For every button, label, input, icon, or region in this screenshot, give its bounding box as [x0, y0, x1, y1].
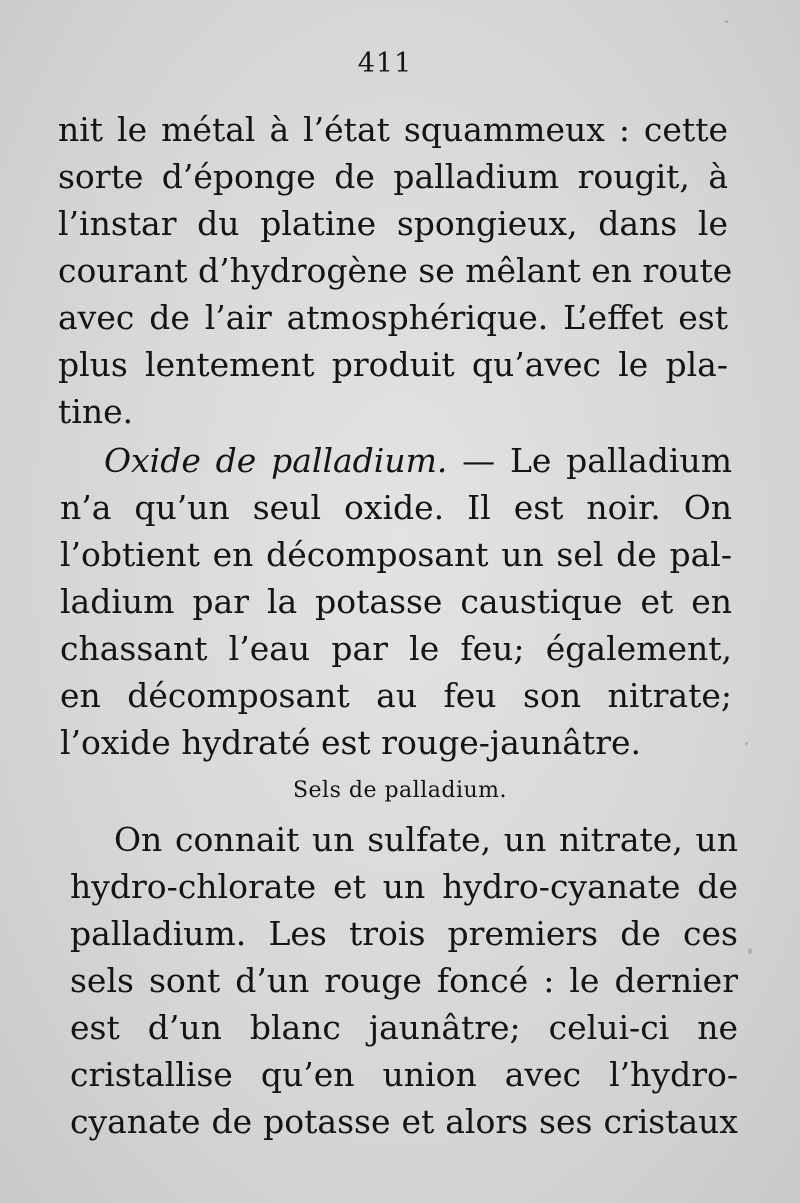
- page-number: 411: [357, 48, 413, 79]
- text-line: ladium par la potasse caustique et en: [60, 582, 732, 621]
- text-line: sels sont d’un rouge foncé : le dernier: [70, 961, 738, 1000]
- text-line: palladium. Les trois premiers de ces: [70, 914, 738, 953]
- text-line: en décomposant au feu son nitrate;: [60, 676, 732, 715]
- text-line: est d’un blanc jaunâtre; celui-ci ne: [70, 1008, 738, 1047]
- paper-speck: [725, 20, 728, 23]
- paper-speck: [748, 948, 752, 954]
- oxide-heading-title: Oxide de palladium.: [104, 441, 448, 480]
- text-line: hydro-chlorate et un hydro-cyanate de: [70, 867, 738, 906]
- text-line: cyanate de potasse et alors ses cristaux: [70, 1102, 738, 1141]
- section-heading: Sels de palladium.: [292, 778, 508, 803]
- oxide-heading-line: [60, 441, 732, 481]
- text-line: courant d’hydrogène se mêlant en route: [58, 251, 733, 290]
- text-line: avec de l’air atmosphérique. L’effet est: [58, 298, 728, 337]
- text-line: sorte d’éponge de palladium rougit, à: [58, 157, 728, 196]
- text-line: tine.: [58, 392, 134, 431]
- text-line: l’instar du platine spongieux, dans le: [58, 204, 728, 243]
- text-line: l’oxide hydraté est rouge-jaunâtre.: [60, 723, 642, 762]
- text-line: On connait un sulfate, un nitrate, un: [114, 820, 738, 859]
- paper-speck: [745, 742, 748, 745]
- oxide-heading-rest: — Le palladium: [447, 441, 732, 480]
- text-line: plus lentement produit qu’avec le pla-: [58, 345, 728, 384]
- text-line: cristallise qu’en union avec l’hydro-: [70, 1055, 738, 1094]
- text-line: nit le métal à l’état squammeux : cette: [58, 110, 728, 149]
- text-line: l’obtient en décomposant un sel de pal-: [60, 535, 732, 574]
- text-line: n’a qu’un seul oxide. Il est noir. On: [60, 488, 732, 527]
- text-line: chassant l’eau par le feu; également,: [60, 629, 732, 668]
